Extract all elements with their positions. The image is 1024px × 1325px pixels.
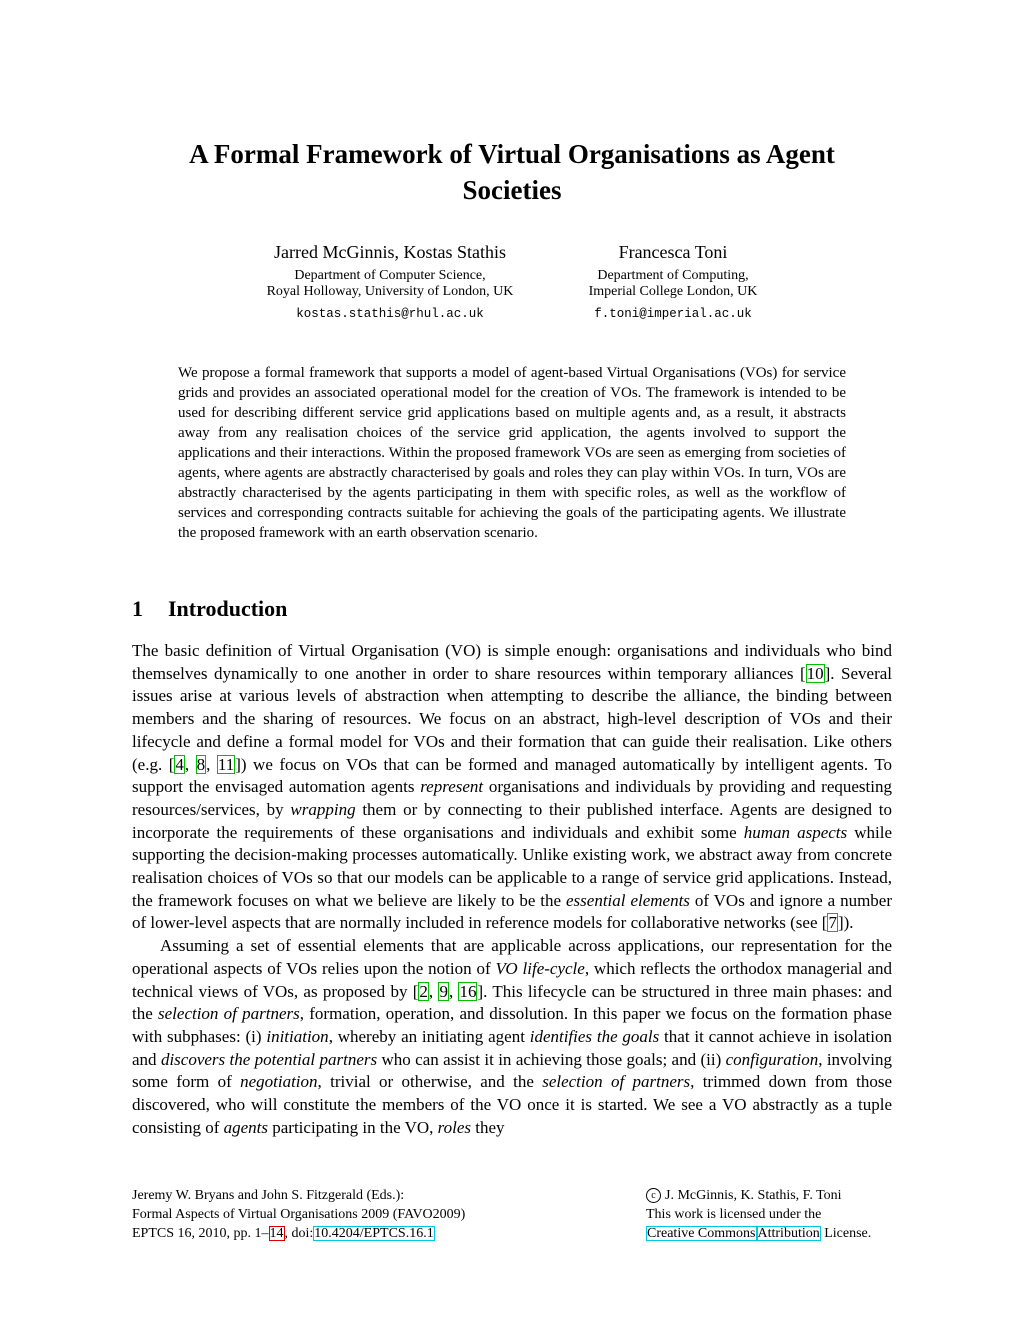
citation-link[interactable]: 10 [806,663,824,683]
paper-title [132,136,892,208]
title-line-1: A Formal Framework of Virtual Organisations as Agent [189,139,835,169]
footer-license [646,1186,906,1243]
citation-link[interactable]: 9 [439,981,448,1001]
footer-editors: Jeremy W. Bryans and John S. Fitzgerald (Eds.): [132,1188,405,1203]
doi-link[interactable]: 10.4204/EPTCS.16.1 [314,1226,434,1241]
title-line-2: Societies [462,175,562,205]
affiliation-line: Department of Computer Science, [294,268,486,283]
footer-eptcs: EPTCS 16, 2010, pp. 1–14, doi:10.4204/EPTCS.16.1 [132,1226,434,1241]
author-names: Francesca Toni [618,242,728,262]
section-heading [132,594,287,624]
citation-link[interactable]: 2 [419,981,428,1001]
citation-link[interactable]: 7 [828,913,837,933]
paragraph-2: Assuming a set of essential elements that are applicable across applications, our representation for the operational aspects of VOs relies upon the notion of VO life-cycle, which reflects the orthodox managerial and technical views of VOs, as proposed by [2, 9, 16]. This lifecycle can be structured in three main phases: and the selection of partners, formation, operation, and dissolution. In this paper we focus on the formation phase with subphases: (i) initiation, whereby an initiating agent identifies the goals that it cannot achieve in isolation and discovers the potential partners who can assist it in achieving those goals; and (ii) configuration, involving some form of negotiation, trivial or otherwise, and the selection of partners, trimmed down from those discovered, who will constitute the members of the VO once it is started. We see a VO abstractly as a tuple consisting of agents participating in the VO, roles they [132,936,893,1137]
affiliation-line: Imperial College London, UK [588,284,758,299]
citation-link[interactable]: 11 [217,754,235,774]
affiliation-line: Royal Holloway, University of London, UK [266,284,514,299]
citation-link[interactable]: 4 [175,754,184,774]
footer-citation-info [132,1186,552,1243]
abstract: We propose a formal framework that supports a model of agent-based Virtual Organisations (VOs) for service grids and provides an associated operational model for the creation of VOs. The framework is intended to be used for describing different service grid applications based on multiple agents and, as a result, it abstracts away from any realisation choices of the service grid application, the agents involved to support the applications and their interactions. Within the proposed framework VOs are seen as emerging from societies of agents, where agents are abstractly characterised by goals and roles they can play within VOs. In turn, VOs are abstractly characterised by the agents participating in them with specific roles, as well as the workflow of services and corresponding contracts suitable for achieving the goals of the participating agents. We illustrate the proposed framework with an earth observation scenario. [178,365,846,541]
author-block-1 [240,240,540,322]
section-number: 1 [132,596,143,621]
footer-license-links: Creative Commons Attribution License. [647,1226,872,1241]
footer-license-text: This work is licensed under the [646,1207,822,1222]
last-page-link[interactable]: 14 [269,1226,284,1241]
paragraph-1: The basic definition of Virtual Organisation (VO) is simple enough: organisations and individuals who bind themselves dynamically to one another in order to share resources within temporary alliances [10]. Several issues arise at various levels of abstraction when attempting to describe the alliance, the binding between members and the sharing of resources. We focus on an abstract, high-level description of VOs and their lifecycle and define a formal model for VOs and their formation that can guide their realisation. Like others (e.g. [4, 8, 11]) we focus on VOs that can be formed and managed automatically by intelligent agents. To support the envisaged automation agents represent organisations and individuals by providing and requesting resources/services, by wrapping them or by connecting to their published interface. Agents are designed to incorporate the requirements of these organisations and individuals and exhibit some human aspects while supporting the decision-making processes automatically. Unlike existing work, we abstract away from concrete realisation choices of VOs so that our models can be applicable to a range of service grid applications. Instead, the framework focuses on what we believe are likely to be the essential elements of VOs and ignore a number of lower-level aspects that are normally included in reference models for collaborative networks (see [7]). [132,641,893,933]
citation-link[interactable]: 8 [196,754,206,774]
section-title: Introduction [168,596,288,621]
author-block-2 [560,240,786,322]
citation-link[interactable]: 16 [459,981,477,1001]
author-email: f.toni@imperial.ac.uk [594,307,752,321]
author-email: kostas.stathis@rhul.ac.uk [296,307,484,321]
copyright-icon: c [646,1188,661,1203]
author-names: Jarred McGinnis, Kostas Stathis [274,242,506,262]
affiliation-line: Department of Computing, [597,268,749,283]
body-text [132,640,892,1139]
footer-copyright: c J. McGinnis, K. Stathis, F. Toni [646,1186,906,1205]
footer-proceedings: Formal Aspects of Virtual Organisations 2009 (FAVO2009) [132,1207,466,1222]
attribution-link[interactable]: Attribution [757,1226,820,1241]
creative-commons-link[interactable]: Creative Commons [647,1226,756,1241]
